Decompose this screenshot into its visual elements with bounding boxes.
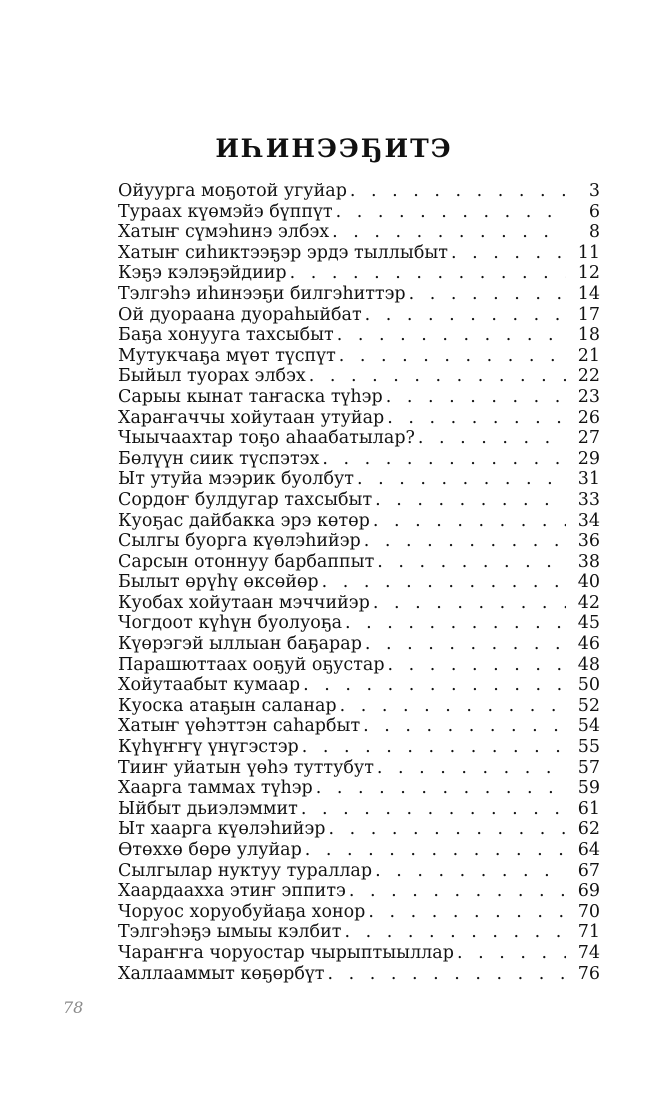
toc-entry — [118, 222, 600, 243]
toc-entry — [118, 634, 600, 655]
toc-entry-page: 38 — [577, 551, 600, 572]
toc-dot-leader — [324, 964, 566, 985]
toc-entry — [118, 552, 600, 573]
toc-entry-page: 46 — [577, 634, 600, 655]
toc-entry-page: 40 — [577, 572, 600, 593]
table-of-contents — [118, 181, 600, 984]
toc-dot-leader — [415, 428, 566, 449]
toc-entry — [118, 758, 600, 779]
toc-dot-leader — [306, 366, 566, 387]
toc-entry-title: Тураах күөмэйэ бүппүт — [118, 201, 333, 222]
toc-dot-leader — [362, 634, 566, 655]
toc-entry-title: Күһүҥҥү үнүгэстэр — [118, 737, 299, 758]
toc-entry — [118, 613, 600, 634]
toc-entry-page: 62 — [577, 819, 600, 840]
toc-dot-leader — [302, 840, 566, 861]
toc-entry-page: 69 — [577, 881, 600, 902]
toc-entry-page: 17 — [577, 304, 600, 325]
toc-entry-title: Былыт өрүһү өксөйөр — [118, 572, 319, 593]
toc-entry-title: Чараҥҥа чоруостар чырыптыыллар — [118, 942, 454, 963]
toc-entry-page: 31 — [577, 469, 600, 490]
toc-entry-page: 34 — [577, 510, 600, 531]
toc-entry-title: Ыт хаарга күөлэһийэр — [118, 819, 326, 840]
toc-entry-title: Халлааммыт көҕөрбүт — [118, 963, 325, 984]
toc-entry — [118, 243, 600, 264]
toc-dot-leader — [372, 861, 566, 882]
toc-entry-title: Чоруос хоруобуйаҕа хонор — [118, 901, 366, 922]
toc-entry — [118, 325, 600, 346]
toc-entry-page: 48 — [577, 654, 600, 675]
toc-entry — [118, 449, 600, 470]
toc-entry-title: Сордоҥ булдугар тахсыбыт — [118, 489, 373, 510]
toc-entry-page: 54 — [577, 716, 600, 737]
toc-entry-page: 74 — [577, 942, 600, 963]
toc-entry — [118, 696, 600, 717]
toc-entry — [118, 716, 600, 737]
toc-dot-leader — [342, 613, 566, 634]
toc-entry-title: Сылгылар нуктуу тураллар — [118, 860, 373, 881]
toc-dot-leader — [370, 593, 566, 614]
toc-entry-title: Ыйбыт дьиэлэммит — [118, 798, 298, 819]
toc-entry-page: 57 — [577, 757, 600, 778]
toc-entry-page: 36 — [577, 531, 600, 552]
toc-entry — [118, 387, 600, 408]
toc-entry — [118, 675, 600, 696]
toc-entry-page: 64 — [577, 840, 600, 860]
toc-dot-leader — [383, 387, 566, 408]
toc-dot-leader — [337, 696, 566, 717]
toc-dot-leader — [454, 943, 566, 964]
toc-dot-leader — [406, 284, 566, 305]
toc-entry-title: Тэлгэһэҕэ ымыы кэлбит — [118, 922, 342, 943]
toc-entry-page: 22 — [577, 366, 600, 387]
toc-entry-page: 71 — [577, 922, 600, 943]
toc-entry-title: Ой дуораана дуораһыйбат — [118, 304, 362, 325]
toc-entry — [118, 511, 600, 532]
toc-entry-page: 8 — [588, 222, 600, 243]
toc-entry — [118, 202, 600, 223]
toc-entry-page: 26 — [577, 407, 600, 428]
toc-entry-title: Хойутаабыт кумаар — [118, 675, 301, 696]
toc-entry — [118, 593, 600, 614]
toc-entry — [118, 284, 600, 305]
toc-dot-leader — [287, 263, 566, 284]
toc-entry-title: Сарсын отоннуу барбаппыт — [118, 551, 375, 572]
toc-entry-title: Бөлүүн сиик түспэтэх — [118, 448, 320, 469]
toc-dot-leader — [360, 716, 566, 737]
toc-entry-title: Парашюттаах ооҕуй оҕустар — [118, 654, 385, 675]
toc-dot-leader — [333, 202, 566, 223]
toc-entry-page: 23 — [577, 386, 600, 407]
toc-dot-leader — [319, 572, 566, 593]
toc-entry — [118, 531, 600, 552]
toc-dot-leader — [365, 902, 566, 923]
toc-entry-page: 50 — [577, 675, 600, 696]
toc-dot-leader — [299, 737, 566, 758]
toc-dot-leader — [313, 778, 566, 799]
toc-dot-leader — [372, 490, 566, 511]
toc-entry-title: Хаардаахха этиҥ эппитэ — [118, 881, 346, 902]
toc-entry — [118, 655, 600, 676]
toc-entry-title: Ойуурга моҕотой угуйар — [118, 181, 347, 201]
toc-dot-leader — [354, 469, 566, 490]
toc-dot-leader — [334, 325, 566, 346]
toc-entry — [118, 922, 600, 943]
toc-entry-title: Күөрэгэй ыллыан баҕарар — [118, 634, 362, 655]
toc-entry-title: Баҕа хонууга тахсыбыт — [118, 325, 334, 346]
toc-entry — [118, 943, 600, 964]
toc-entry-page: 18 — [577, 325, 600, 346]
toc-entry — [118, 263, 600, 284]
toc-entry — [118, 572, 600, 593]
toc-dot-leader — [385, 655, 566, 676]
toc-entry-page: 76 — [577, 963, 600, 984]
toc-entry — [118, 737, 600, 758]
toc-entry-title: Чыычаахтар тоҕо аһаабатылар? — [118, 428, 415, 449]
page-title: ИҺИНЭЭҔИТЭ — [215, 134, 453, 163]
page-number: 78 — [63, 998, 84, 1017]
toc-entry-page: 52 — [577, 695, 600, 716]
toc-entry-title: Хатыҥ сиһиктээҕэр эрдэ тыллыбыт — [118, 242, 448, 263]
toc-entry-title: Сылгы буорга күөлэһийэр — [118, 531, 361, 552]
toc-entry-page: 55 — [577, 737, 600, 758]
toc-entry-page: 45 — [577, 613, 600, 634]
toc-entry — [118, 902, 600, 923]
toc-dot-leader — [300, 675, 566, 696]
toc-entry-title: Хаарга таммах түһэр — [118, 778, 313, 799]
toc-entry-title: Быйыл туорах элбэх — [118, 366, 306, 387]
toc-entry — [118, 469, 600, 490]
toc-entry — [118, 490, 600, 511]
toc-dot-leader — [370, 511, 566, 532]
toc-dot-leader — [329, 222, 566, 243]
toc-entry-title: Хараҥаччы хойутаан утуйар — [118, 407, 385, 428]
toc-entry — [118, 881, 600, 902]
toc-entry — [118, 181, 600, 202]
toc-entry — [118, 778, 600, 799]
toc-entry — [118, 346, 600, 367]
toc-entry-page: 11 — [577, 242, 600, 263]
toc-dot-leader — [384, 408, 566, 429]
toc-entry-page: 67 — [577, 860, 600, 881]
toc-entry-page: 33 — [577, 489, 600, 510]
toc-dot-leader — [361, 531, 566, 552]
toc-dot-leader — [374, 552, 566, 573]
toc-entry-page: 3 — [588, 181, 600, 201]
toc-entry-title: Куоҕас дайбакка эрэ көтөр — [118, 510, 370, 531]
toc-entry-page: 42 — [577, 592, 600, 613]
toc-entry-page: 61 — [577, 798, 600, 819]
toc-dot-leader — [341, 922, 566, 943]
toc-entry-page: 59 — [577, 778, 600, 799]
toc-dot-leader — [448, 243, 566, 264]
toc-entry — [118, 964, 600, 985]
toc-entry-page: 70 — [577, 901, 600, 922]
toc-entry — [118, 861, 600, 882]
toc-entry-page: 29 — [577, 448, 600, 469]
toc-dot-leader — [347, 181, 566, 202]
toc-dot-leader — [325, 819, 566, 840]
toc-entry-title: Сарыы кынат таҥаска түһэр — [118, 386, 383, 407]
toc-entry-title: Тииҥ уйатын үөһэ туттубут — [118, 757, 374, 778]
toc-entry-page: 6 — [588, 201, 600, 222]
toc-entry-title: Тэлгэһэ иһинээҕи билгэһиттэр — [118, 283, 406, 304]
toc-entry — [118, 305, 600, 326]
toc-entry-page: 21 — [577, 345, 600, 366]
toc-dot-leader — [319, 449, 566, 470]
toc-entry — [118, 428, 600, 449]
toc-entry — [118, 366, 600, 387]
toc-dot-leader — [336, 346, 566, 367]
toc-entry-title: Чогдоот күһүн буолуоҕа — [118, 613, 343, 634]
toc-entry-title: Ыт утуйа мээрик буолбут — [118, 469, 354, 490]
toc-entry-page: 27 — [577, 428, 600, 449]
toc-entry-title: Хатыҥ сүмэһинэ элбэх — [118, 222, 330, 243]
toc-entry-title: Куобах хойутаан мэччийэр — [118, 592, 370, 613]
toc-entry-title: Өтөххө бөрө улуйар — [118, 840, 302, 860]
toc-dot-leader — [362, 305, 566, 326]
toc-entry — [118, 840, 600, 861]
toc-dot-leader — [298, 799, 566, 820]
toc-entry-page: 12 — [577, 263, 600, 284]
toc-entry — [118, 799, 600, 820]
toc-entry-title: Мутукчаҕа мүөт түспүт — [118, 345, 336, 366]
toc-entry — [118, 408, 600, 429]
toc-entry-title: Хатыҥ үөһэттэн саһарбыт — [118, 716, 361, 737]
toc-entry-title: Кэҕэ кэлэҕэйдиир — [118, 263, 287, 284]
toc-entry-title: Куоска атаҕын саланар — [118, 695, 337, 716]
toc-entry — [118, 819, 600, 840]
toc-entry-page: 14 — [577, 283, 600, 304]
toc-dot-leader — [374, 758, 566, 779]
toc-dot-leader — [346, 881, 566, 902]
